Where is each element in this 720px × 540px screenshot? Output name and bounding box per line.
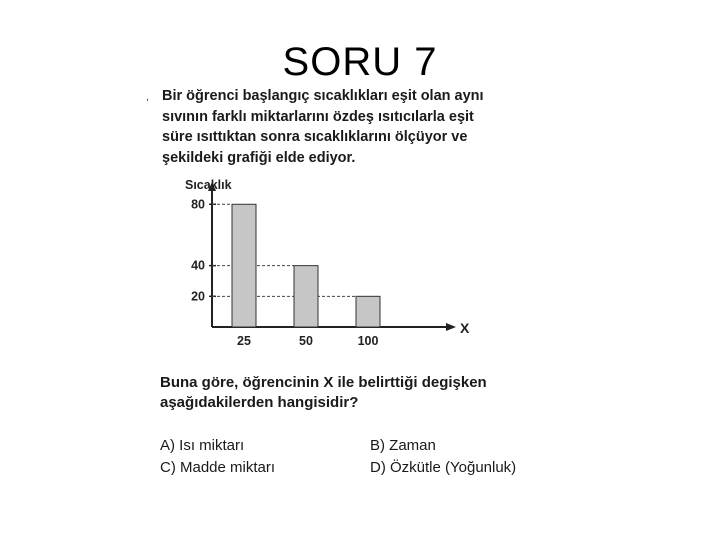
option-d[interactable]: D) Özkütle (Yoğunluk)	[370, 459, 517, 476]
y-ticks	[191, 197, 356, 303]
slide-title: SORU 7	[282, 40, 438, 84]
question-text	[162, 86, 582, 168]
x-tick-label: 50	[299, 334, 313, 348]
temperature-bar-chart	[170, 172, 480, 352]
bar-25	[232, 204, 256, 327]
y-tick-label: 80	[191, 197, 205, 212]
option-a[interactable]: A) Isı miktarı	[160, 437, 245, 454]
x-tick-label: 25	[237, 334, 251, 348]
y-tick-label: 20	[191, 289, 205, 304]
prompt-line: Buna göre, öğrencinin X ile belirttiği degişken	[160, 374, 487, 391]
x-axis-arrow-icon	[446, 323, 456, 331]
bar-100	[356, 296, 380, 327]
prompt-text	[160, 373, 600, 413]
question-line: sıvının farklı miktarlarını özdeş ısıtıcılarla eşit	[162, 108, 474, 125]
bar-50	[294, 266, 318, 327]
y-axis-label: Sıcaklık	[185, 178, 232, 192]
question-line: Bir öğrenci başlangıç sıcaklıkları eşit olan aynı	[162, 88, 484, 104]
bars	[232, 204, 380, 327]
x-ticks	[237, 334, 378, 348]
option-b[interactable]: B) Zaman	[370, 437, 436, 454]
question-line: süre ısıttıktan sonra sıcaklıklarını ölçüyor ve	[162, 129, 468, 145]
question-line: şekildeki grafiği elde ediyor.	[162, 149, 356, 166]
y-tick-label: 40	[191, 258, 205, 273]
x-tick-label: 100	[357, 334, 379, 348]
option-c[interactable]: C) Madde miktarı	[160, 459, 276, 476]
x-axis-label: X	[460, 320, 470, 336]
prompt-line: aşağıdakilerden hangisidir?	[160, 394, 359, 411]
bullet-dot: ,	[146, 92, 149, 103]
